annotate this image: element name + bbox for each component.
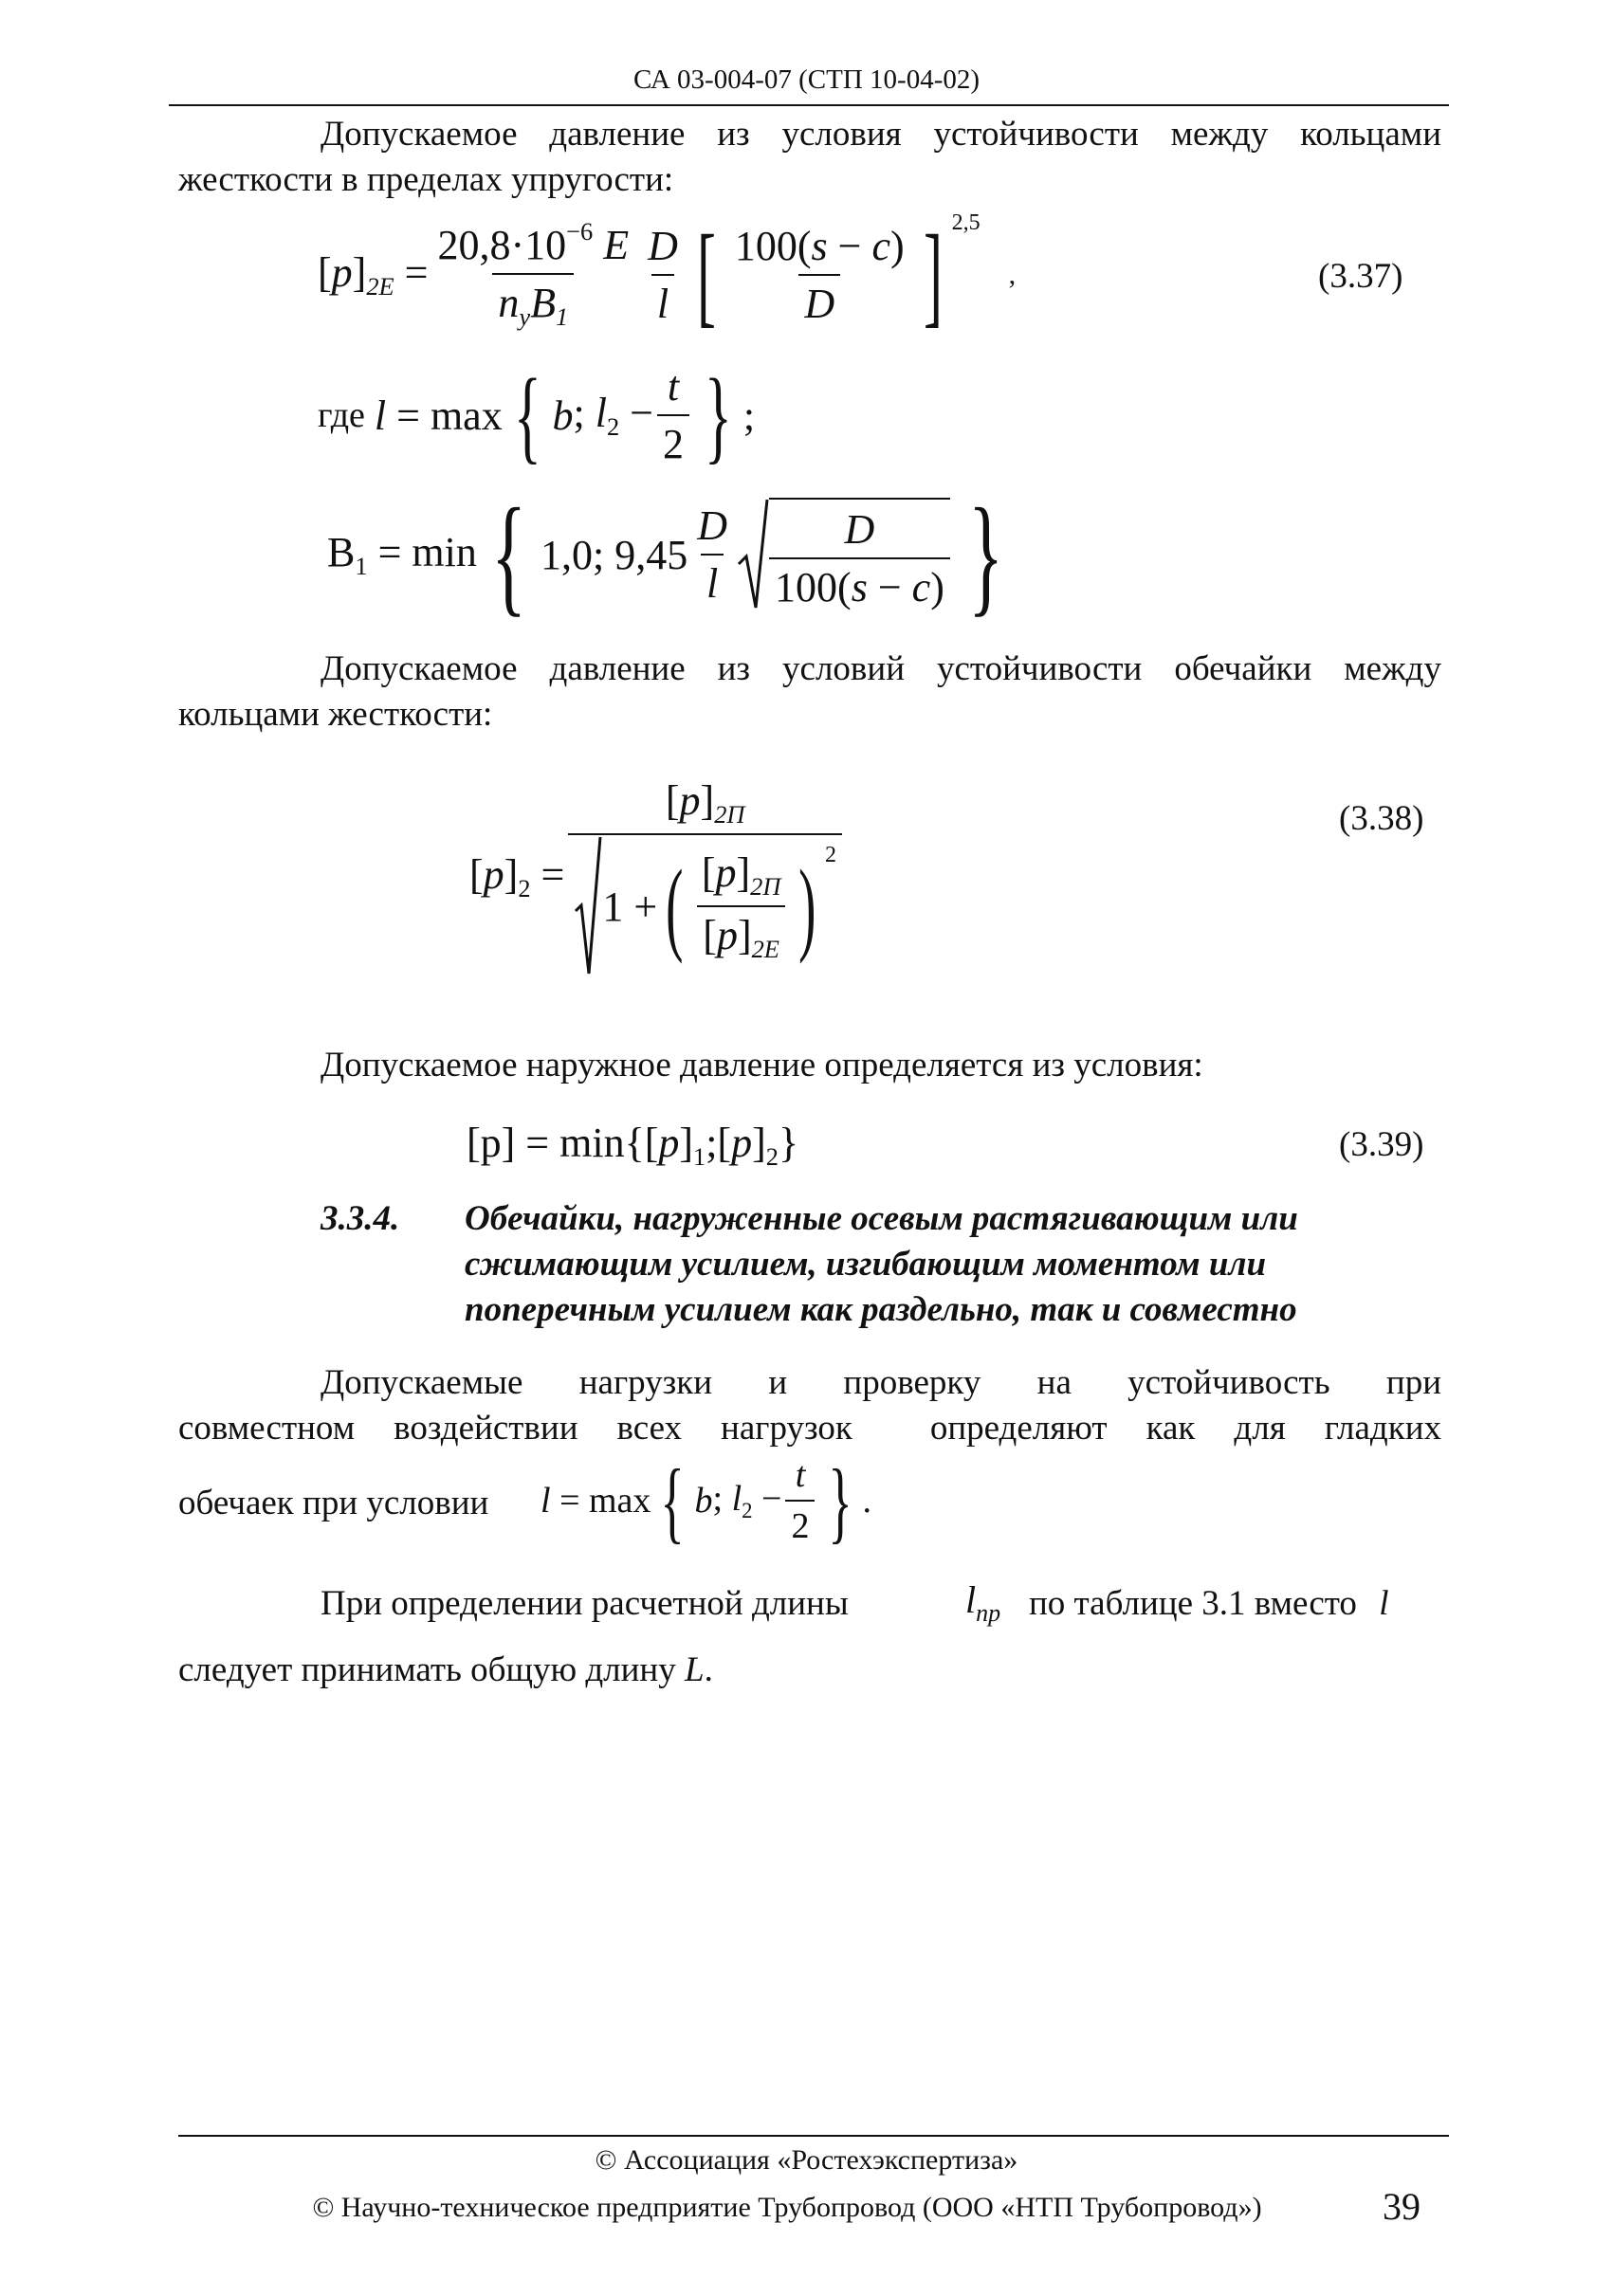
paragraph-5-part2: по таблице 3.1 вместо l (1029, 1584, 1389, 1623)
paragraph-4: Допускаемые нагрузки и проверку на устойчивость при совместном воздействии всех нагрузок определяют как для гладких (178, 1363, 1441, 1448)
eq337-left-bracket: [ (696, 211, 716, 337)
sqrt-sign-icon (574, 835, 602, 977)
header-rule (169, 104, 1449, 106)
eq337-fraction-inner: $\frac{100(s - c)}{D}$ (734, 223, 905, 327)
eq337-denominator: $n_yB_1$ (492, 273, 574, 332)
l-pr-symbol: $l_{пр}$ (965, 1578, 1001, 1628)
where-l-definition: где l = max { b ; $l_2$ − $\frac{t}{2}$ } ; (318, 358, 755, 472)
sqrt-sign-icon (737, 498, 769, 611)
eq338-inner-fraction: $\frac{[p]_{2П}}{[p]_{2E}}$ (696, 848, 787, 964)
where-l-right-brace: } (704, 356, 732, 473)
paragraph-2: Допускаемое давление из условий устойчивости обечайки между кольцами жесткости: (178, 649, 1441, 734)
paragraph-1: Допускаемое давление из условия устойчивости между кольцами жесткости в пределах упругости: (178, 115, 1441, 199)
eq337-fraction-main (431, 217, 634, 332)
eq338-fraction: $[p]_{2П}$ 1 + ( $\frac{[p]_{2П}}{[p]_{2E}}$ ) 2 (568, 776, 842, 977)
eq337-right-bracket: ] (923, 211, 943, 337)
b1-right-brace: } (967, 481, 1003, 629)
eq338-number: (3.38) (1339, 799, 1424, 838)
b1-left-brace: { (490, 481, 526, 629)
eq337-fraction-d-over-l: $\frac{D}{l}$ (648, 223, 678, 327)
b1-d-over-l: $\frac{D}{l}$ (697, 502, 728, 607)
b1-definition: $B_1 = \min$ { 1,0; 9,45 $\frac{D}{l}$ $\frac{D}{100(s - c)}$ } (327, 483, 1017, 626)
where-l-t-over-2: $\frac{t}{2}$ (657, 362, 689, 468)
paragraph-3: Допускаемое наружное давление определяется из условия: (321, 1046, 1203, 1084)
section-number: 3.3.4. (321, 1199, 400, 1238)
eq337-numerator: $20,8\cdot 10^{-6}$ E (437, 217, 630, 269)
where-l-left-brace: { (513, 356, 541, 473)
equation-3-37: $[p]_{2E}$ = $\frac{20,8\cdot 10^{-6} E}{n_yB_1}$ $\frac{D}{l}$ [ $\frac{100(s - c)}{D}$ ] 2,5 , (318, 199, 1016, 351)
paragraph-4-inline-formula: l = max { b ; $l_2$ − $\frac{t}{2}$ } . (541, 1449, 872, 1552)
b1-sqrt: $\frac{D}{100(s - c)}$ (737, 498, 954, 611)
footer-rule (178, 2135, 1449, 2137)
document-code-header: СА 03-004-07 (СТП 10-04-02) (632, 64, 981, 95)
equation-3-39: $[p] = \min\{[p]_1;[p]_2\}$ (467, 1120, 799, 1172)
eq337-number: (3.37) (1318, 257, 1403, 296)
eq339-number: (3.39) (1339, 1125, 1424, 1164)
footer-line-1: © Ассоциация «Ростехэкспертиза» (595, 2144, 1018, 2176)
paragraph-5-line2: следует принимать общую длину L. (178, 1650, 713, 1689)
paragraph-5-part1: При определении расчетной длины (321, 1584, 849, 1623)
eq337-exponent: 2,5 (951, 210, 981, 235)
section-title: Обечайки, нагруженные осевым растягивающим или сжимающим усилием, изгибающим моментом или поперечным усилием как раздельно, так и совместно (465, 1199, 1298, 1329)
equation-3-38: $[p]_2$ = $[p]_{2П}$ 1 + ( $\frac{[p]_{2П}}{[p]_{2E}}$ ) 2 (469, 768, 846, 986)
paragraph-4-line-3: обечаек при условии (178, 1484, 489, 1522)
footer-line-2: © Научно-техническое предприятие Трубопровод (ООО «НТП Трубопровод») (312, 2192, 1262, 2223)
eq337-lhs: $[p]_{2E}$ = (318, 248, 429, 301)
page-number: 39 (1383, 2185, 1421, 2228)
